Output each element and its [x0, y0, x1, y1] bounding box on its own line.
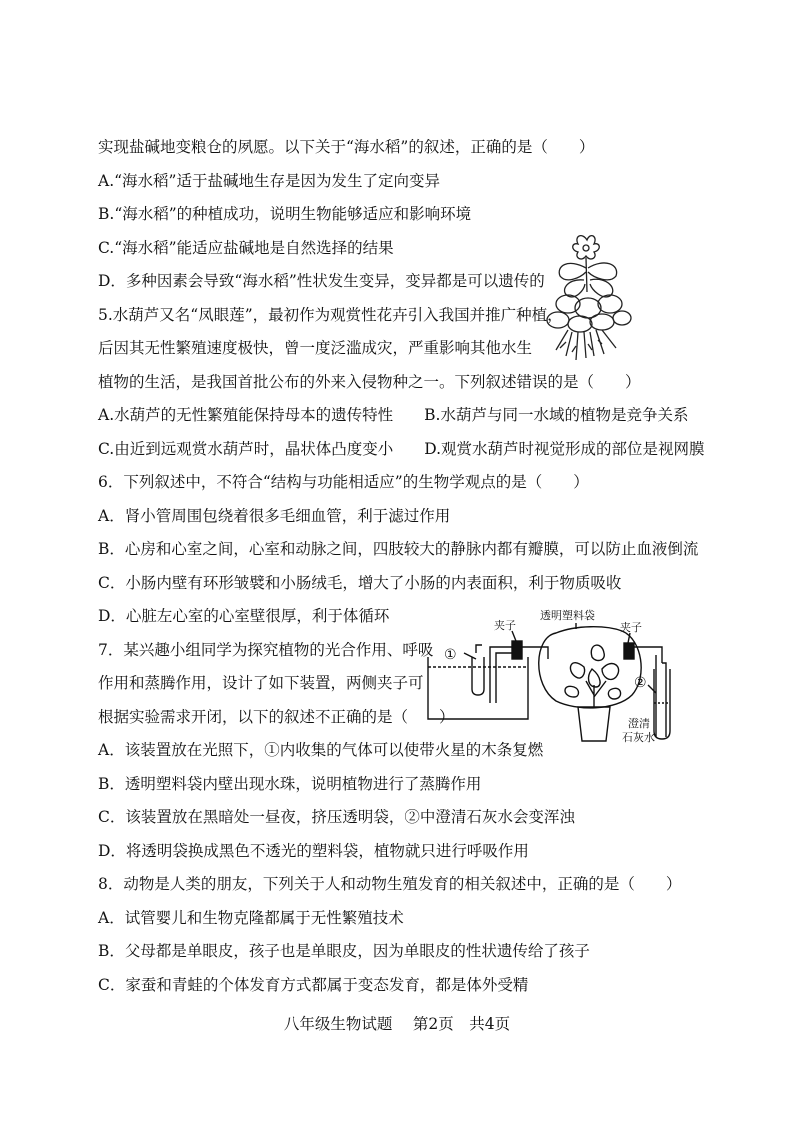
q7-option-c: C．该装置放在黑暗处一昼夜，挤压透明袋，②中澄清石灰水会变浑浊 [98, 808, 575, 826]
q8-option-c: C．家蚕和青蛙的个体发育方式都属于变态发育，都是体外受精 [98, 976, 529, 994]
marker-2: ② [634, 675, 647, 691]
experiment-apparatus-figure [416, 607, 692, 747]
q8-stem: 8．动物是人类的朋友，下列关于人和动物生殖发育的相关叙述中，正确的是（ ） [98, 875, 682, 893]
q7-option-d: D．将透明袋换成黑色不透光的塑料袋，植物就只进行呼吸作用 [98, 842, 529, 860]
clip-right-label: 夹子 [620, 621, 642, 634]
lime-water-label-2: 石灰水 [622, 731, 655, 744]
water-hyacinth-figure [532, 232, 642, 362]
bag-label: 透明塑料袋 [540, 609, 595, 622]
q4-option-b: B.“海水稻”的种植成功，说明生物能够适应和影响环境 [98, 205, 472, 223]
q7-stem-line-3: 根据实验需求开闭，以下的叙述不正确的是（ ） [98, 708, 455, 726]
marker-1: ① [444, 647, 457, 663]
q6-option-c: C．小肠内壁有环形皱襞和小肠绒毛，增大了小肠的内表面积，利于物质吸收 [98, 574, 622, 592]
q4-option-a: A.“海水稻”适于盐碱地生存是因为发生了定向变异 [98, 172, 440, 190]
q4-option-d: D．多种因素会导致“海水稻”性状发生变异，变异都是可以遗传的 [98, 272, 545, 290]
q7-stem-line-2: 作用和蒸腾作用，设计了如下装置，两侧夹子可 [98, 674, 424, 692]
q7-stem-line-1: 7．某兴趣小组同学为探究植物的光合作用、呼吸 [98, 641, 434, 659]
q5-options-ab: A.水葫芦的无性繁殖能保持母本的遗传特性 B.水葫芦与同一水域的植物是竞争关系 [98, 406, 689, 424]
q6-stem: 6．下列叙述中，不符合“结构与功能相适应”的生物学观点的是（ ） [98, 473, 589, 491]
q5-stem-line-3: 植物的生活，是我国首批公布的外来入侵物种之一。下列叙述错误的是（ ） [98, 373, 641, 391]
q8-option-b: B．父母都是单眼皮，孩子也是单眼皮，因为单眼皮的性状遗传给了孩子 [98, 942, 590, 960]
q4-option-c: C.“海水稻”能适应盐碱地是自然选择的结果 [98, 239, 394, 257]
q6-option-b: B．心房和心室之间，心室和动脉之间，四肢较大的静脉内都有瓣膜，可以防止血液倒流 [98, 540, 699, 558]
q6-option-a: A．肾小管周围包绕着很多毛细血管，利于滤过作用 [98, 507, 451, 525]
lime-water-label-1: 澄清 [628, 717, 650, 730]
page-footer: 八年级生物试题 第2页 共4页 [283, 1015, 511, 1033]
clip-left-label: 夹子 [494, 619, 516, 632]
q8-option-a: A．试管婴儿和生物克隆都属于无性繁殖技术 [98, 909, 404, 927]
q7-option-a: A．该装置放在光照下，①内收集的气体可以使带火星的木条复燃 [98, 741, 544, 759]
q5-stem-line-2: 后因其无性繁殖速度极快，曾一度泛滥成灾，严重影响其他水生 [98, 339, 533, 357]
q6-option-d: D．心脏左心室的心室壁很厚，利于体循环 [98, 607, 390, 625]
q5-options-cd: C.由近到远观赏水葫芦时，晶状体凸度变小 D.观赏水葫芦时视觉形成的部位是视网膜 [98, 440, 705, 458]
q4-stem-continued: 实现盐碱地变粮仓的夙愿。以下关于“海水稻”的叙述，正确的是（ ） [98, 138, 595, 156]
q5-stem-line-1: 5.水葫芦又名“凤眼莲”，最初作为观赏性花卉引入我国并推广种植， [98, 306, 563, 324]
q7-option-b: B．透明塑料袋内壁出现水珠，说明植物进行了蒸腾作用 [98, 775, 482, 793]
